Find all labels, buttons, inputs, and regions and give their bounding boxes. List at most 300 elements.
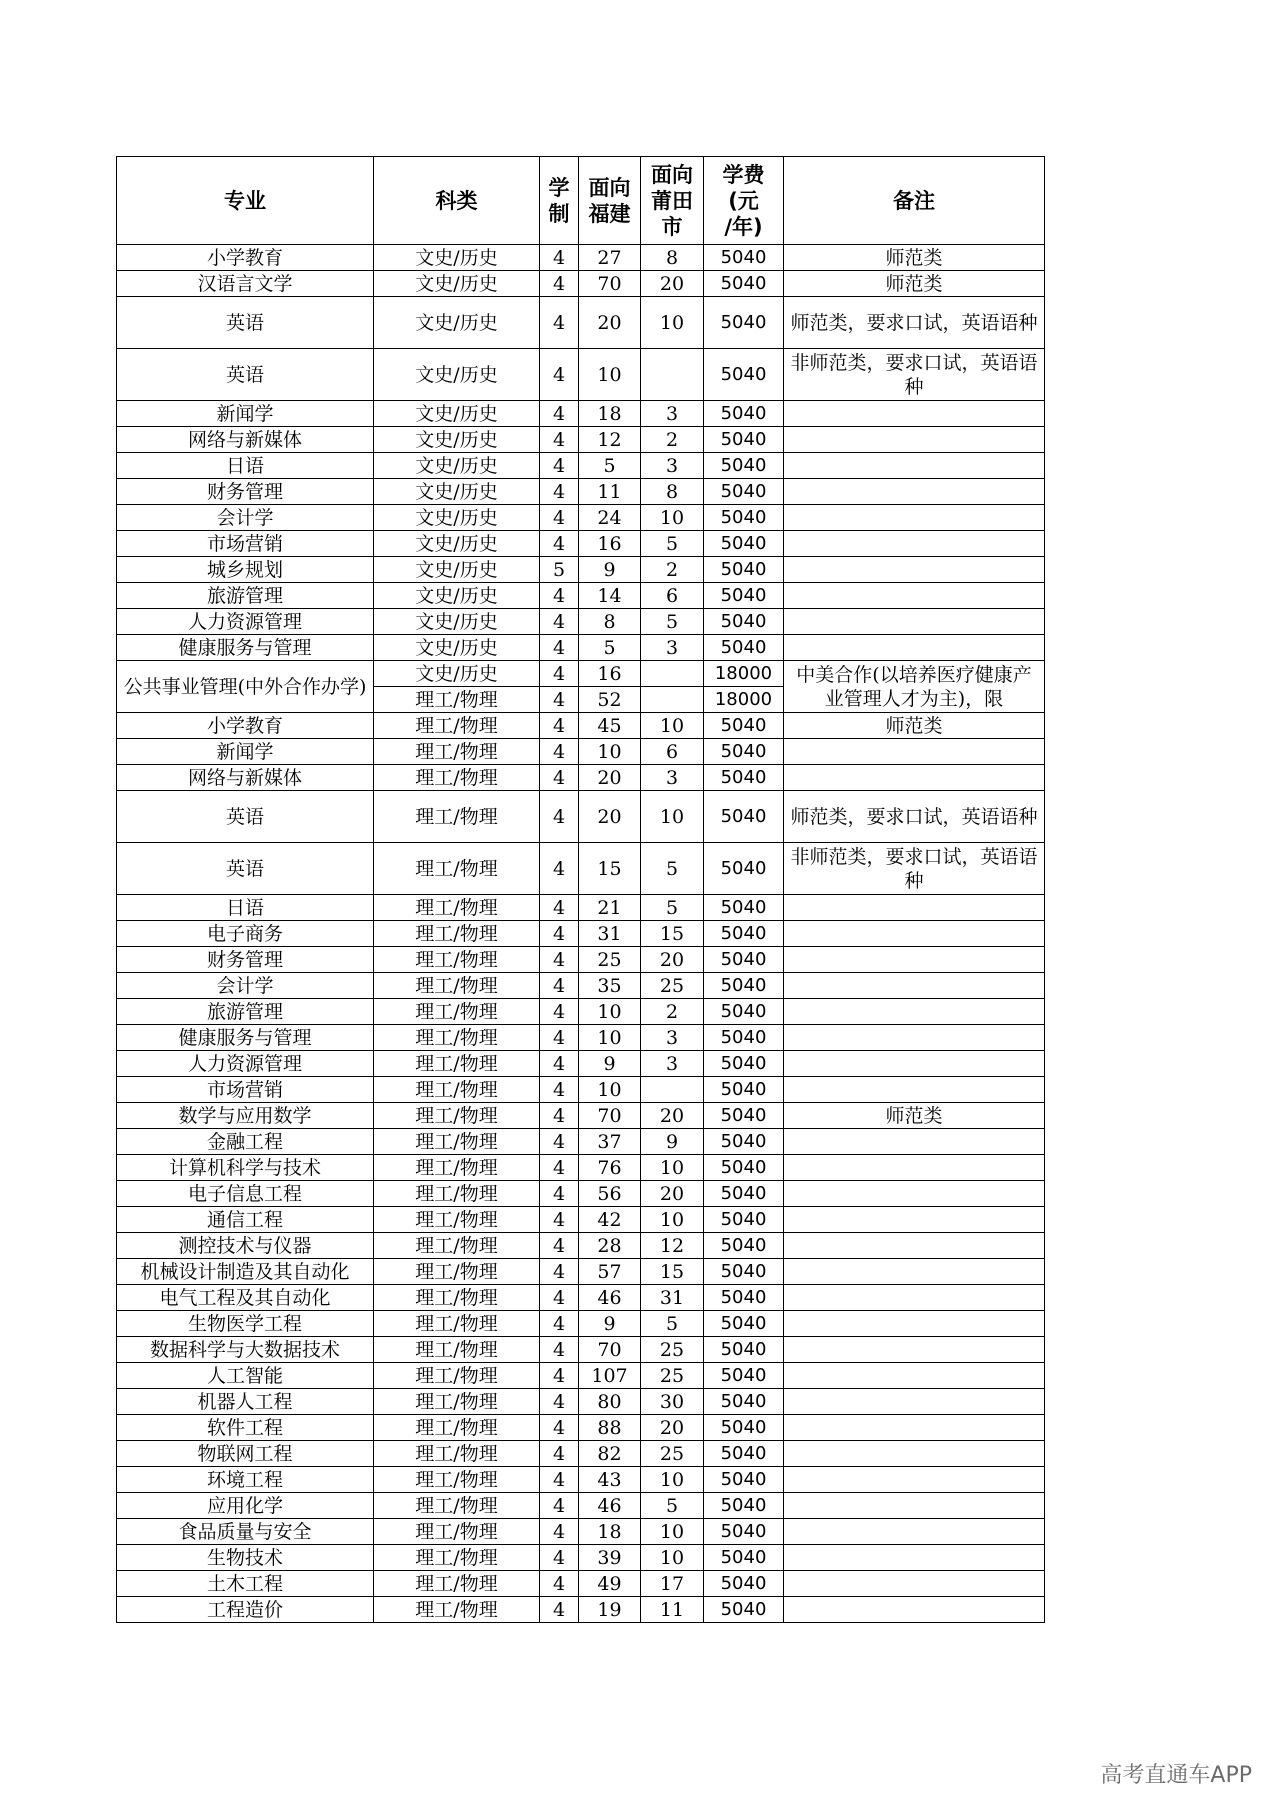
cell-fee: 5040	[704, 843, 784, 895]
cell-note	[784, 1597, 1045, 1623]
cell-fee: 5040	[704, 947, 784, 973]
cell-category: 理工/物理	[374, 1493, 540, 1519]
table-row	[117, 245, 1045, 271]
cell-category: 文史/历史	[374, 609, 540, 635]
table-row	[117, 921, 1045, 947]
cell-category: 文史/历史	[374, 245, 540, 271]
cell-years: 4	[540, 947, 579, 973]
cell-years: 4	[540, 1571, 579, 1597]
cell-putian	[641, 661, 704, 687]
cell-fee: 5040	[704, 1363, 784, 1389]
cell-major: 工程造价	[117, 1597, 374, 1623]
cell-years: 4	[540, 661, 579, 687]
table-row	[117, 401, 1045, 427]
header-note: 备注	[784, 157, 1045, 245]
cell-fujian: 5	[579, 635, 641, 661]
cell-putian: 8	[641, 245, 704, 271]
cell-category: 理工/物理	[374, 1441, 540, 1467]
cell-note: 师范类	[784, 245, 1045, 271]
header-putian	[641, 157, 704, 245]
cell-putian: 3	[641, 1051, 704, 1077]
cell-fujian: 80	[579, 1389, 641, 1415]
cell-fujian: 39	[579, 1545, 641, 1571]
cell-note	[784, 479, 1045, 505]
cell-note	[784, 609, 1045, 635]
cell-years: 4	[540, 973, 579, 999]
cell-category: 理工/物理	[374, 765, 540, 791]
table-row	[117, 583, 1045, 609]
table-body	[117, 245, 1045, 1623]
cell-fujian: 10	[579, 1077, 641, 1103]
cell-years: 4	[540, 271, 579, 297]
cell-fee: 5040	[704, 1597, 784, 1623]
cell-major: 电子商务	[117, 921, 374, 947]
table-row	[117, 531, 1045, 557]
cell-note	[784, 973, 1045, 999]
table-row	[117, 843, 1045, 895]
cell-years: 4	[540, 1493, 579, 1519]
cell-putian: 20	[641, 271, 704, 297]
cell-years: 4	[540, 609, 579, 635]
cell-fujian: 42	[579, 1207, 641, 1233]
cell-years: 4	[540, 1025, 579, 1051]
cell-note: 中美合作(以培养医疗健康产业管理人才为主)，限	[784, 661, 1045, 713]
cell-fee: 5040	[704, 1285, 784, 1311]
cell-major: 小学教育	[117, 245, 374, 271]
cell-fujian: 16	[579, 531, 641, 557]
cell-category: 文史/历史	[374, 297, 540, 349]
table-row	[117, 1441, 1045, 1467]
cell-fujian: 56	[579, 1181, 641, 1207]
table-row	[117, 1103, 1045, 1129]
cell-putian: 5	[641, 609, 704, 635]
cell-fee: 5040	[704, 765, 784, 791]
cell-major: 英语	[117, 349, 374, 401]
table-row	[117, 1571, 1045, 1597]
table-row	[117, 1545, 1045, 1571]
cell-years: 4	[540, 921, 579, 947]
cell-fujian: 88	[579, 1415, 641, 1441]
table-row	[117, 1077, 1045, 1103]
cell-years: 5	[540, 557, 579, 583]
cell-putian: 10	[641, 1207, 704, 1233]
cell-major: 会计学	[117, 973, 374, 999]
cell-major: 新闻学	[117, 401, 374, 427]
table-row	[117, 895, 1045, 921]
cell-fee: 5040	[704, 1077, 784, 1103]
cell-fee: 5040	[704, 1207, 784, 1233]
cell-putian: 20	[641, 1181, 704, 1207]
cell-fujian: 10	[579, 999, 641, 1025]
cell-fujian: 10	[579, 739, 641, 765]
cell-years: 4	[540, 1077, 579, 1103]
cell-fee: 5040	[704, 1181, 784, 1207]
cell-years: 4	[540, 453, 579, 479]
cell-putian: 30	[641, 1389, 704, 1415]
cell-major: 英语	[117, 297, 374, 349]
cell-putian: 8	[641, 479, 704, 505]
cell-note	[784, 583, 1045, 609]
header-putian-line: 莆田	[651, 188, 693, 213]
cell-fujian: 107	[579, 1363, 641, 1389]
cell-note	[784, 1285, 1045, 1311]
cell-years: 4	[540, 1545, 579, 1571]
table-row	[117, 791, 1045, 843]
cell-note	[784, 505, 1045, 531]
cell-note	[784, 1493, 1045, 1519]
cell-years: 4	[540, 1181, 579, 1207]
cell-major: 物联网工程	[117, 1441, 374, 1467]
cell-fee: 5040	[704, 1545, 784, 1571]
cell-major: 日语	[117, 895, 374, 921]
cell-putian: 3	[641, 453, 704, 479]
cell-note	[784, 1337, 1045, 1363]
cell-years: 4	[540, 427, 579, 453]
table-row	[117, 1467, 1045, 1493]
cell-category: 理工/物理	[374, 1467, 540, 1493]
cell-putian: 25	[641, 973, 704, 999]
table-row	[117, 1155, 1045, 1181]
cell-category: 理工/物理	[374, 1259, 540, 1285]
cell-fee: 5040	[704, 1571, 784, 1597]
cell-note	[784, 1233, 1045, 1259]
cell-fee: 5040	[704, 505, 784, 531]
cell-years: 4	[540, 1597, 579, 1623]
cell-fujian: 19	[579, 1597, 641, 1623]
cell-note	[784, 1389, 1045, 1415]
cell-note	[784, 1051, 1045, 1077]
cell-years: 4	[540, 1467, 579, 1493]
table-row	[117, 1129, 1045, 1155]
cell-putian: 3	[641, 401, 704, 427]
header-years-line: 学	[548, 175, 570, 200]
cell-years: 4	[540, 1155, 579, 1181]
cell-major: 通信工程	[117, 1207, 374, 1233]
cell-fujian: 18	[579, 401, 641, 427]
cell-putian: 20	[641, 947, 704, 973]
cell-fee: 5040	[704, 921, 784, 947]
cell-major: 财务管理	[117, 479, 374, 505]
cell-major: 土木工程	[117, 1571, 374, 1597]
header-years	[540, 157, 579, 245]
header-fujian-line: 面向	[588, 175, 631, 200]
cell-fee: 5040	[704, 583, 784, 609]
cell-major: 旅游管理	[117, 999, 374, 1025]
table-row	[117, 479, 1045, 505]
table-row	[117, 1259, 1045, 1285]
cell-years: 4	[540, 349, 579, 401]
table-row	[117, 505, 1045, 531]
cell-fee: 5040	[704, 1441, 784, 1467]
cell-fee: 5040	[704, 1467, 784, 1493]
cell-fujian: 28	[579, 1233, 641, 1259]
cell-major: 金融工程	[117, 1129, 374, 1155]
cell-fee: 5040	[704, 1233, 784, 1259]
cell-fujian: 5	[579, 453, 641, 479]
cell-note	[784, 1415, 1045, 1441]
table-row	[117, 1311, 1045, 1337]
cell-category: 理工/物理	[374, 921, 540, 947]
cell-fee: 5040	[704, 1155, 784, 1181]
cell-major: 城乡规划	[117, 557, 374, 583]
cell-fee: 5040	[704, 479, 784, 505]
cell-category: 理工/物理	[374, 973, 540, 999]
header-fujian-line: 福建	[588, 201, 631, 226]
cell-putian: 20	[641, 1103, 704, 1129]
cell-category: 理工/物理	[374, 895, 540, 921]
cell-note	[784, 1077, 1045, 1103]
cell-putian: 2	[641, 427, 704, 453]
cell-category: 理工/物理	[374, 1597, 540, 1623]
cell-years: 4	[540, 713, 579, 739]
cell-fujian: 24	[579, 505, 641, 531]
cell-major: 机器人工程	[117, 1389, 374, 1415]
watermark: 高考直通车APP	[1100, 1763, 1252, 1788]
cell-fujian: 12	[579, 427, 641, 453]
cell-putian: 2	[641, 999, 704, 1025]
cell-category: 理工/物理	[374, 1545, 540, 1571]
table-row	[117, 1051, 1045, 1077]
cell-category: 文史/历史	[374, 661, 540, 687]
cell-fujian: 10	[579, 1025, 641, 1051]
cell-years: 4	[540, 1233, 579, 1259]
cell-putian	[641, 1077, 704, 1103]
table-row	[117, 271, 1045, 297]
cell-fee: 5040	[704, 1415, 784, 1441]
cell-fujian: 76	[579, 1155, 641, 1181]
cell-major: 人工智能	[117, 1363, 374, 1389]
cell-category: 理工/物理	[374, 713, 540, 739]
cell-putian: 10	[641, 791, 704, 843]
cell-fee: 5040	[704, 895, 784, 921]
cell-putian: 6	[641, 739, 704, 765]
cell-fujian: 16	[579, 661, 641, 687]
cell-note	[784, 1207, 1045, 1233]
cell-years: 4	[540, 1259, 579, 1285]
cell-fee: 5040	[704, 1259, 784, 1285]
cell-category: 理工/物理	[374, 1103, 540, 1129]
cell-category: 理工/物理	[374, 1285, 540, 1311]
cell-note	[784, 1545, 1045, 1571]
cell-years: 4	[540, 1441, 579, 1467]
cell-fujian: 9	[579, 1051, 641, 1077]
cell-category: 理工/物理	[374, 1181, 540, 1207]
cell-category: 理工/物理	[374, 1155, 540, 1181]
table-row	[117, 1337, 1045, 1363]
cell-major: 旅游管理	[117, 583, 374, 609]
cell-putian: 10	[641, 297, 704, 349]
table-row	[117, 661, 1045, 687]
cell-major: 电子信息工程	[117, 1181, 374, 1207]
cell-major: 生物医学工程	[117, 1311, 374, 1337]
cell-putian: 5	[641, 843, 704, 895]
cell-note: 师范类，要求口试，英语语种	[784, 297, 1045, 349]
cell-major: 英语	[117, 843, 374, 895]
cell-fee: 5040	[704, 635, 784, 661]
header-fee-line: /年)	[724, 214, 763, 239]
cell-years: 4	[540, 1051, 579, 1077]
cell-years: 4	[540, 687, 579, 713]
cell-fujian: 57	[579, 1259, 641, 1285]
cell-major: 生物技术	[117, 1545, 374, 1571]
cell-years: 4	[540, 401, 579, 427]
cell-note	[784, 453, 1045, 479]
cell-putian: 10	[641, 1519, 704, 1545]
cell-fee: 5040	[704, 791, 784, 843]
cell-fee: 5040	[704, 401, 784, 427]
table-row	[117, 1519, 1045, 1545]
cell-major: 应用化学	[117, 1493, 374, 1519]
cell-fujian: 14	[579, 583, 641, 609]
cell-category: 文史/历史	[374, 349, 540, 401]
cell-category: 理工/物理	[374, 1233, 540, 1259]
cell-category: 理工/物理	[374, 999, 540, 1025]
header-fee	[704, 157, 784, 245]
cell-major: 网络与新媒体	[117, 765, 374, 791]
table-row	[117, 1233, 1045, 1259]
cell-fujian: 45	[579, 713, 641, 739]
header-years-line: 制	[548, 201, 570, 226]
cell-years: 4	[540, 999, 579, 1025]
cell-fee: 5040	[704, 271, 784, 297]
cell-years: 4	[540, 1311, 579, 1337]
cell-category: 文史/历史	[374, 557, 540, 583]
cell-category: 文史/历史	[374, 635, 540, 661]
cell-years: 4	[540, 791, 579, 843]
cell-note	[784, 921, 1045, 947]
cell-fee: 5040	[704, 713, 784, 739]
cell-category: 理工/物理	[374, 1077, 540, 1103]
table-row	[117, 973, 1045, 999]
cell-note	[784, 1259, 1045, 1285]
cell-fee: 5040	[704, 1051, 784, 1077]
cell-fee: 5040	[704, 1337, 784, 1363]
table-row	[117, 1389, 1045, 1415]
cell-fee: 5040	[704, 349, 784, 401]
cell-major: 数据科学与大数据技术	[117, 1337, 374, 1363]
cell-fee: 5040	[704, 557, 784, 583]
cell-note	[784, 557, 1045, 583]
header-category: 科类	[374, 157, 540, 245]
table-row	[117, 1597, 1045, 1623]
cell-fee: 5040	[704, 245, 784, 271]
cell-note: 师范类	[784, 271, 1045, 297]
cell-years: 4	[540, 479, 579, 505]
cell-note	[784, 1311, 1045, 1337]
cell-fee: 5040	[704, 1103, 784, 1129]
cell-fee: 5040	[704, 1389, 784, 1415]
cell-fujian: 20	[579, 765, 641, 791]
cell-note	[784, 1441, 1045, 1467]
cell-category: 理工/物理	[374, 1363, 540, 1389]
cell-note: 师范类	[784, 713, 1045, 739]
table-row	[117, 1363, 1045, 1389]
cell-fujian: 49	[579, 1571, 641, 1597]
cell-putian: 31	[641, 1285, 704, 1311]
cell-fujian: 25	[579, 947, 641, 973]
table-row	[117, 765, 1045, 791]
cell-fee: 5040	[704, 531, 784, 557]
cell-note	[784, 895, 1045, 921]
table-row	[117, 1285, 1045, 1311]
cell-category: 文史/历史	[374, 271, 540, 297]
cell-putian: 25	[641, 1363, 704, 1389]
cell-fee: 5040	[704, 1519, 784, 1545]
cell-fee: 5040	[704, 1129, 784, 1155]
cell-category: 理工/物理	[374, 1129, 540, 1155]
cell-major: 人力资源管理	[117, 609, 374, 635]
header-putian-line: 面向	[651, 162, 693, 187]
cell-putian	[641, 349, 704, 401]
cell-fujian: 20	[579, 791, 641, 843]
cell-fujian: 31	[579, 921, 641, 947]
cell-years: 4	[540, 583, 579, 609]
cell-years: 4	[540, 635, 579, 661]
cell-years: 4	[540, 1285, 579, 1311]
cell-note	[784, 635, 1045, 661]
cell-fujian: 46	[579, 1285, 641, 1311]
cell-fujian: 35	[579, 973, 641, 999]
cell-fee: 5040	[704, 1311, 784, 1337]
cell-years: 4	[540, 765, 579, 791]
cell-major: 财务管理	[117, 947, 374, 973]
cell-major: 新闻学	[117, 739, 374, 765]
cell-category: 理工/物理	[374, 1519, 540, 1545]
cell-major: 人力资源管理	[117, 1051, 374, 1077]
cell-years: 4	[540, 1389, 579, 1415]
cell-note	[784, 765, 1045, 791]
cell-fujian: 70	[579, 1337, 641, 1363]
cell-fujian: 21	[579, 895, 641, 921]
cell-years: 4	[540, 1363, 579, 1389]
cell-major: 市场营销	[117, 1077, 374, 1103]
cell-years: 4	[540, 531, 579, 557]
cell-major: 电气工程及其自动化	[117, 1285, 374, 1311]
cell-years: 4	[540, 1415, 579, 1441]
table-row	[117, 713, 1045, 739]
cell-category: 理工/物理	[374, 947, 540, 973]
cell-fujian: 27	[579, 245, 641, 271]
cell-putian: 25	[641, 1441, 704, 1467]
cell-years: 4	[540, 895, 579, 921]
cell-note	[784, 1129, 1045, 1155]
cell-note	[784, 1571, 1045, 1597]
table-row	[117, 1415, 1045, 1441]
header-major: 专业	[117, 157, 374, 245]
table-row	[117, 999, 1045, 1025]
cell-fujian: 10	[579, 349, 641, 401]
cell-category: 文史/历史	[374, 531, 540, 557]
cell-years: 4	[540, 1103, 579, 1129]
cell-fujian: 15	[579, 843, 641, 895]
cell-fee: 5040	[704, 609, 784, 635]
cell-major: 环境工程	[117, 1467, 374, 1493]
cell-note	[784, 1467, 1045, 1493]
table-row	[117, 739, 1045, 765]
cell-putian: 2	[641, 557, 704, 583]
header-fujian	[579, 157, 641, 245]
cell-note	[784, 531, 1045, 557]
cell-putian: 10	[641, 505, 704, 531]
table-row	[117, 1207, 1045, 1233]
cell-fee: 5040	[704, 297, 784, 349]
cell-fee: 18000	[704, 687, 784, 713]
cell-note: 师范类	[784, 1103, 1045, 1129]
cell-fee: 5040	[704, 1493, 784, 1519]
cell-note	[784, 401, 1045, 427]
cell-category: 文史/历史	[374, 479, 540, 505]
cell-note	[784, 739, 1045, 765]
